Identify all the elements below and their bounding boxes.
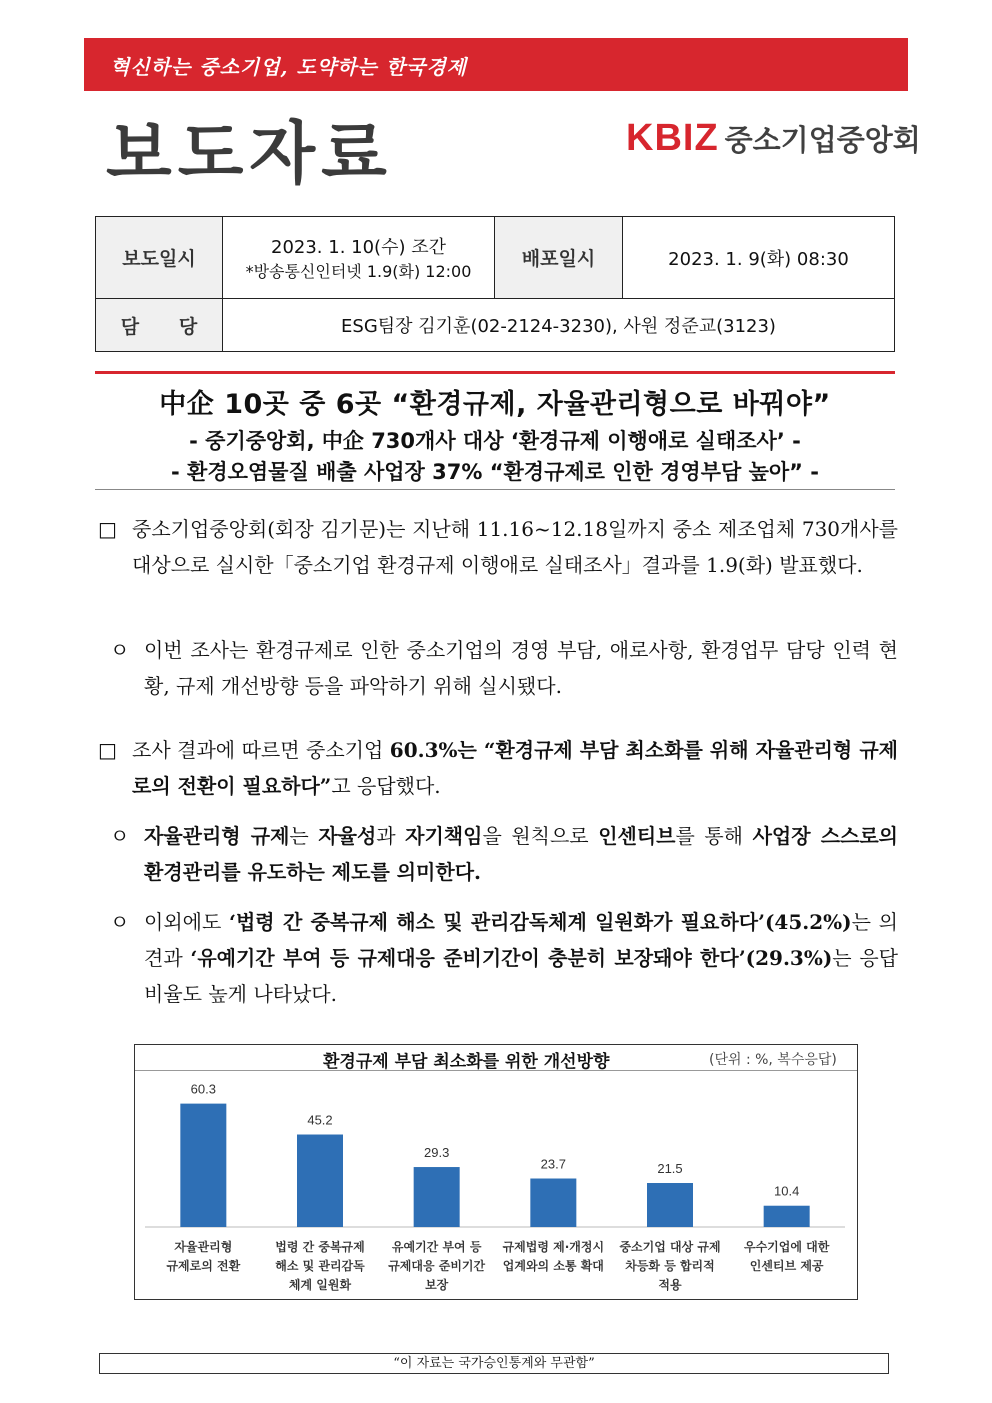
chart-bar bbox=[180, 1104, 226, 1227]
p5-quote-1: ‘법령 간 중복규제 해소 및 관리감독체계 일원화가 필요하다’(45.2%) bbox=[229, 910, 852, 934]
slogan-banner bbox=[84, 38, 908, 91]
category-label: 자율관리형 규제로의 전환 bbox=[166, 1240, 241, 1273]
paragraph-2 bbox=[110, 632, 898, 704]
p4-term: 자율관리형 규제 bbox=[144, 824, 290, 848]
p5-text-3: 는 응답비율도 높게 나타났다. bbox=[144, 946, 898, 1006]
logo-mark: KBIZ bbox=[626, 116, 719, 159]
p4-autonomy: 자율성 bbox=[318, 824, 377, 848]
chart-bar bbox=[414, 1167, 460, 1227]
p4-definition: 사업장 스스로의 환경관리를 유도하는 제도를 의미한다. bbox=[144, 824, 898, 884]
bar-value-label: 60.3 bbox=[190, 1081, 216, 1097]
logo-organization-name: 중소기업중앙회 bbox=[724, 122, 921, 157]
p4-text-4: 를 통해 bbox=[675, 824, 753, 848]
release-date-cell bbox=[223, 217, 495, 299]
chart-bar bbox=[647, 1183, 693, 1227]
p4-text-3: 을 원칙으로 bbox=[482, 824, 599, 848]
page-title: 보도자료 bbox=[106, 115, 393, 194]
headline-sub-1: - 중기중앙회, 中企 730개사 대상 ‘환경규제 이행애로 실태조사’ - bbox=[189, 429, 801, 453]
paragraph-4-text bbox=[110, 818, 898, 890]
paragraph-3 bbox=[98, 732, 898, 804]
headline-main: 中企 10곳 중 6곳 “환경규제, 자율관리형으로 바꿔야” bbox=[159, 389, 831, 420]
paragraph-1 bbox=[98, 511, 898, 583]
release-broadcast-note: *방송통신인터넷 1.9(화) 12:00 bbox=[245, 262, 472, 281]
chart-bar bbox=[764, 1206, 810, 1227]
chart-bar bbox=[530, 1179, 576, 1227]
circle-bullet-icon: ㅇ bbox=[110, 638, 130, 662]
kbiz-logo bbox=[626, 114, 921, 162]
bar-chart-svg bbox=[135, 1072, 857, 1300]
distribution-date: 2023. 1. 9(화) 08:30 bbox=[623, 217, 895, 299]
release-date: 2023. 1. 10(수) 조간 bbox=[271, 237, 446, 258]
category-label: 우수기업에 대한 인센티브 제공 bbox=[744, 1240, 830, 1273]
paragraph-1-text: 중소기업중앙회(회장 김기문)는 지난해 11.16~12.18일까지 중소 제조업체 730개사를 대상으로 실시한「중소기업 환경규제 이행애로 실태조사」결과를 1.9(화) 발표했다. bbox=[132, 517, 898, 577]
square-bullet-icon: □ bbox=[98, 738, 117, 762]
chart-header bbox=[135, 1045, 857, 1071]
headline-bottom-rule bbox=[95, 489, 895, 490]
p5-text-2: 는 의견과 bbox=[144, 910, 898, 970]
contact-label: 담 당 bbox=[96, 299, 223, 352]
paragraph-5 bbox=[110, 904, 898, 1012]
release-date-label: 보도일시 bbox=[96, 217, 223, 299]
chart-unit: (단위 : %, 복수응답) bbox=[709, 1052, 837, 1068]
p4-incentive: 인센티브 bbox=[598, 824, 676, 848]
p5-quote-2: ‘유예기간 부여 등 규제대응 준비기간이 충분히 보장돼야 한다’(29.3%) bbox=[190, 946, 833, 970]
improvement-chart bbox=[134, 1044, 858, 1300]
square-bullet-icon: □ bbox=[98, 517, 117, 541]
distribution-date-label: 배포일시 bbox=[495, 217, 623, 299]
p3-intro: 조사 결과에 따르면 중소기업 bbox=[132, 738, 390, 762]
statistics-disclaimer: “이 자료는 국가승인통계와 무관함” bbox=[99, 1353, 889, 1374]
paragraph-2-text: 이번 조사는 환경규제로 인한 중소기업의 경영 부담, 애로사항, 환경업무 담당 인력 현황, 규제 개선방향 등을 파악하기 위해 실시됐다. bbox=[144, 638, 898, 698]
bar-value-label: 10.4 bbox=[774, 1183, 800, 1199]
circle-bullet-icon: ㅇ bbox=[110, 910, 130, 934]
p4-self-responsibility: 자기책임 bbox=[405, 824, 483, 848]
bar-value-label: 45.2 bbox=[307, 1112, 333, 1128]
bar-value-label: 23.7 bbox=[540, 1156, 566, 1172]
category-label: 법령 간 중복규제 해소 및 관리감독 체계 일원화 bbox=[275, 1240, 365, 1292]
p5-text-1: 이외에도 bbox=[144, 910, 230, 934]
category-label: 규제법령 제·개정시 업계와의 소통 확대 bbox=[502, 1240, 605, 1273]
contact-value: ESG팀장 김기훈(02-2124-3230), 사원 정준교(3123) bbox=[223, 299, 895, 352]
chart-title: 환경규제 부담 최소화를 위한 개선방향 bbox=[323, 1052, 610, 1072]
category-label: 중소기업 대상 규제 차등화 등 합리적 적용 bbox=[619, 1240, 721, 1292]
paragraph-3-text bbox=[98, 732, 898, 804]
paragraph-5-text bbox=[110, 904, 898, 1012]
category-label: 유예기간 부여 등 규제대응 준비기간 보장 bbox=[388, 1240, 486, 1292]
slogan-text: 혁신하는 중소기업, 도약하는 한국경제 bbox=[110, 55, 467, 79]
bar-value-label: 21.5 bbox=[657, 1161, 683, 1177]
p3-ending: 고 응답했다. bbox=[331, 774, 441, 798]
headline-sub-2: - 환경오염물질 배출 사업장 37% “환경규제로 인한 경영부담 높아” - bbox=[171, 460, 819, 484]
release-info-table bbox=[95, 216, 895, 352]
p3-key-finding: 60.3%는 “환경규제 부담 최소화를 위해 자율관리형 규제로의 전환이 필요하다” bbox=[132, 738, 898, 798]
paragraph-4 bbox=[110, 818, 898, 890]
chart-bar bbox=[297, 1135, 343, 1227]
bar-value-label: 29.3 bbox=[424, 1145, 450, 1161]
circle-bullet-icon: ㅇ bbox=[110, 824, 130, 848]
headline-top-rule bbox=[95, 371, 895, 374]
p4-text-1: 는 bbox=[289, 824, 319, 848]
p4-text-2: 과 bbox=[376, 824, 406, 848]
